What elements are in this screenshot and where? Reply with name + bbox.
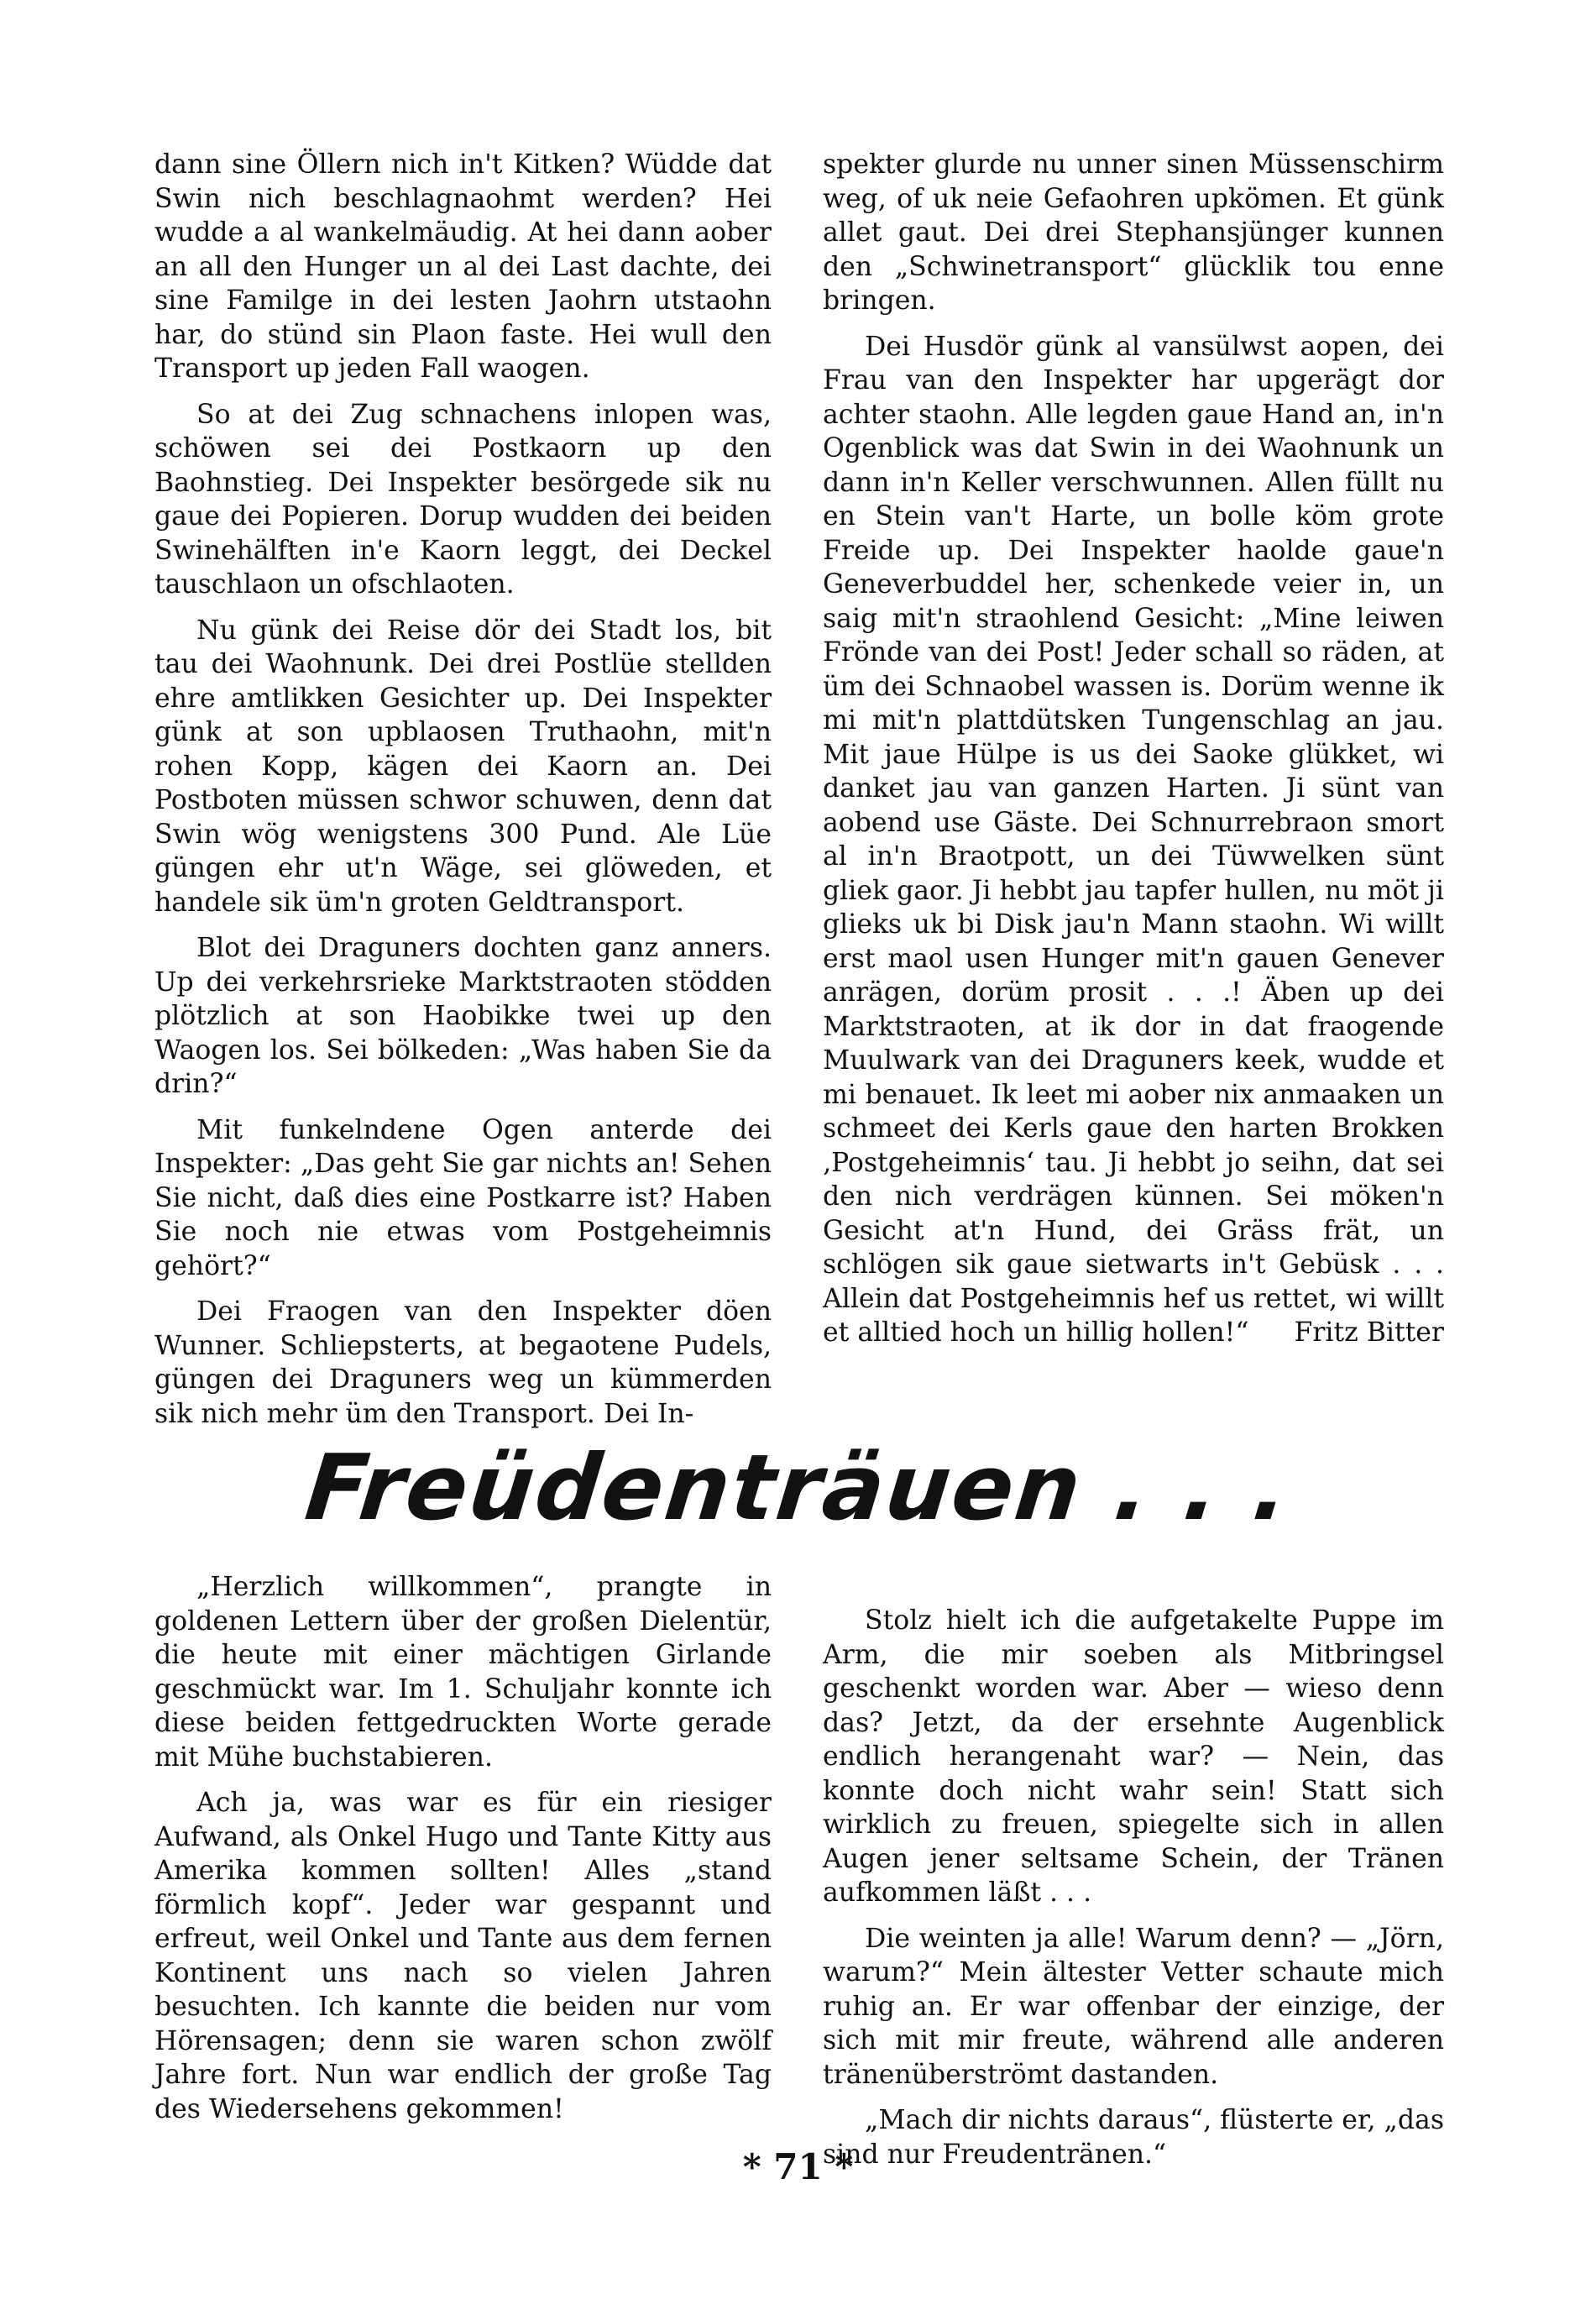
author-signature: Fritz Bitter [1294,1317,1444,1348]
paragraph: Dei Fraogen van den Inspekter döen Wunner. Schliepsterts, at begaotene Pudels, güngen dei Draguners weg un kümmerden sik nich mehr üm den Transport. Dei In- [154,1296,772,1429]
story2-column-left [154,1570,772,2126]
paragraph: Ach ja, was war es für ein riesiger Aufwand, als Onkel Hugo und Tante Kitty aus Amerika kommen sollten! Alles „stand förmlich kopf“. Jeder war gespannt und erfreut, weil Onkel und Tante aus dem fernen Kontinent uns nach so vielen Jahren besuchten. Ich kannte die beiden nur vom Hörensagen; denn sie waren schon zwölf Jahre fort. Nun war endlich der große Tag des Wiedersehens gekommen! [154,1788,772,2124]
paragraph: So at dei Zug schnachens inlopen was, schöwen sei dei Postkaorn up den Baohnstieg. Dei Inspekter besörgede sik nu gaue dei Popieren. Dorup wudden dei beiden Swinehälften in'e Kaorn leggt, dei Deckel tauschlaon un ofschlaoten. [154,399,772,600]
paragraph: Nu günk dei Reise dör dei Stadt los, bit tau dei Waohnunk. Dei drei Postlüe stellden ehre amtlikken Gesichter up. Dei Inspekter günk at son upblaosen Truthaohn, mit'n rohen Kopp, kägen dei Kaorn an. Dei Postboten müssen schwor schuwen, denn dat Swin wög wenigstens 300 Pund. Ale Lüe güngen ehr ut'n Wäge, sei glöweden, et handele sik üm'n groten Geldtransport. [154,615,772,918]
story2-column-right [823,1604,1444,2171]
story1-column-left [154,148,772,1431]
paragraph: Dei Husdör günk al vansülwst aopen, dei Frau van den Inspekter har upgerägt dor achter staohn. Alle legden gaue Hand an, in'n Ogenblick was dat Swin in dei Waohnunk un dann in'n Keller verschwunnen. Allen füllt nu en Stein van't Harte, un bolle köm grote Freide up. Dei Inspekter haolde gaue'n Geneverbuddel her, schenkede veier in, un saig mit'n straohlend Gesicht: „Mine leiwen Frönde van dei Post! Jeder schall so räden, at üm dei Schnaobel wassen is. Dorüm wenne ik mi mit'n plattdütsken Tungenschlag an jau. Mit jaue Hülpe is us dei Saoke glükket, wi danket jau van ganzen Harten. Ji sünt van aobend use Gäste. Dei Schnurrebraon smort al in'n Braotpott, un dei Tüwwelken sünt gliek gaor. Ji hebbt jau tapfer hullen, nu möt ji glieks uk bi Disk jau'n Mann staohn. Wi willt erst maol usen Hunger mit'n gauen Genever anrägen, dorüm prosit . . .! Äben up dei Marktstraoten, at ik dor in dat fraogende Muulwark van dei Draguners keek, wudde et mi benauet. Ik leet mi aober nix anmaaken un schmeet dei Kerls gaue den harten Brokken ‚Postgeheimnis‘ tau. Ji hebbt jo seihn, dat sei den nich verdrägen künnen. Sei möken'n Gesicht at'n Hund, dei Gräss frät, un schlögen sik gaue sietwarts in't Gebüsk . . . Allein dat Postgeheimnis hef us rettet, wi willt et alltied hoch un hillig hollen!“ [823,331,1444,1348]
paragraph: „Herzlich willkommen“, prangte in goldenen Lettern über der großen Dielentür, die heute mit einer mächtigen Girlande geschmückt war. Im 1. Schuljahr konnte ich diese beiden fettgedruckten Worte gerade mit Mühe buchstabieren. [154,1572,772,1773]
story2-title: Freüdenträuen . . . [301,1436,1295,1541]
page-number: * 71 * [742,2146,854,2187]
paragraph: Mit funkelndene Ogen anterde dei Inspekter: „Das geht Sie gar nichts an! Sehen Sie nicht, daß dies eine Postkarre ist? Haben Sie noch nie etwas vom Postgeheimnis gehört?“ [154,1114,772,1281]
paragraph: dann sine Öllern nich in't Kitken? Wüdde dat Swin nich beschlagnaohmt werden? Hei wudde a al wankelmäudig. At hei dann aober an all den Hunger un al dei Last dachte, dei sine Familge in dei lesten Jaohrn utstaohn har, do stünd sin Plaon faste. Hei wull den Transport up jeden Fall waogen. [154,149,772,384]
paragraph: „Mach dir nichts daraus“, flüsterte er, „das sind nur Freudentränen.“ [823,2105,1444,2170]
paragraph: Stolz hielt ich die aufgetakelte Puppe im Arm, die mir soeben als Mitbringsel geschenkt worden war. Aber — wieso denn das? Jetzt, da der ersehnte Augenblick endlich herangenaht war? — Nein, das konnte doch nicht wahr sein! Statt sich wirklich zu freuen, spiegelte sich in allen Augen jener seltsame Schein, der Tränen aufkommen läßt . . . [823,1605,1444,1908]
paragraph: Blot dei Draguners dochten ganz anners. Up dei verkehrsrieke Marktstraoten stödden plötzlich at son Haobikke twei up den Waogen los. Sei bölkeden: „Was haben Sie da drin?“ [154,933,772,1099]
story1-column-right [823,148,1444,1350]
paragraph: spekter glurde nu unner sinen Müssenschirm weg, of uk neie Gefaohren upkömen. Et günk allet gaut. Dei drei Stephansjünger kunnen den „Schwinetransport“ glücklik tou enne bringen. [823,149,1444,316]
paragraph: Die weinten ja alle! Warum denn? — „Jörn, warum?“ Mein ältester Vetter schaute mich ruhig an. Er war offenbar der einzige, der sich mit mir freute, während alle anderen tränenüberströmt dastanden. [823,1923,1444,2090]
